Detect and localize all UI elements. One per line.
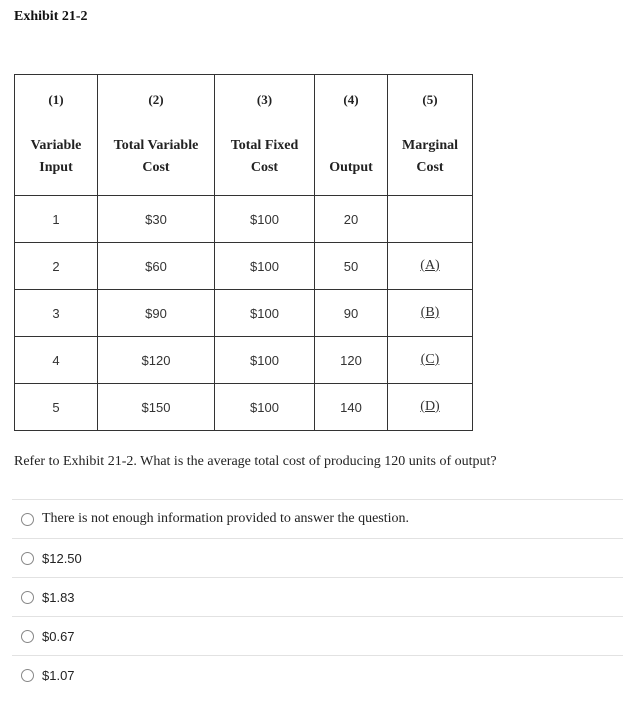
radio-button[interactable] [21,630,34,643]
header-label: Total Fixed Cost [230,138,299,175]
header-label: Output [329,160,373,175]
cell-total-variable-cost: $30 [98,196,215,243]
cell-marginal-cost [388,196,473,243]
header-number: (3) [256,92,273,107]
answer-option-label: There is not enough information provided to answer the question. [42,511,410,526]
table-row [15,290,473,337]
header-number: (1) [48,92,64,107]
cell-variable-input: 1 [15,196,98,243]
radio-button[interactable] [21,552,34,565]
header-label: Total Variable Cost [113,138,199,175]
answer-option-1[interactable] [12,499,623,538]
answer-option-3[interactable] [12,577,623,616]
cell-total-variable-cost: $60 [98,243,215,290]
cell-marginal-cost: (B) [388,290,473,337]
cell-total-fixed-cost: $100 [215,384,315,431]
header-col-3 [215,75,315,196]
answer-option-5[interactable] [12,655,623,694]
cell-output: 50 [315,243,388,290]
header-label: Variable Input [30,138,82,175]
cell-variable-input: 3 [15,290,98,337]
cell-variable-input: 4 [15,337,98,384]
header-col-5 [388,75,473,196]
table-header-row [15,75,473,196]
header-col-2 [98,75,215,196]
cell-marginal-cost: (C) [388,337,473,384]
cell-marginal-cost: (A) [388,243,473,290]
cell-total-variable-cost: $150 [98,384,215,431]
header-number: (5) [422,92,438,107]
exhibit-title: Exhibit 21-2 [14,9,88,24]
radio-button[interactable] [21,513,34,526]
cell-variable-input: 2 [15,243,98,290]
cell-total-fixed-cost: $100 [215,243,315,290]
answer-option-label: $12.50 [42,550,82,566]
answer-option-label: $0.67 [42,628,75,644]
answer-option-2[interactable] [12,538,623,577]
radio-button[interactable] [21,591,34,604]
cell-total-fixed-cost: $100 [215,290,315,337]
cell-output: 120 [315,337,388,384]
cell-total-variable-cost: $90 [98,290,215,337]
question-text: Refer to Exhibit 21-2. What is the average total cost of producing 120 units of output? [14,454,497,469]
radio-button[interactable] [21,669,34,682]
cell-total-fixed-cost: $100 [215,196,315,243]
exhibit-table [14,74,473,431]
answer-option-4[interactable] [12,616,623,655]
table-row [15,384,473,431]
answer-option-label: $1.83 [42,589,75,605]
cell-output: 20 [315,196,388,243]
table-row [15,243,473,290]
header-label: Marginal Cost [402,138,458,175]
cell-output: 140 [315,384,388,431]
cell-total-fixed-cost: $100 [215,337,315,384]
cell-variable-input: 5 [15,384,98,431]
cell-total-variable-cost: $120 [98,337,215,384]
cell-marginal-cost: (D) [388,384,473,431]
header-number: (2) [148,92,164,107]
table-row [15,337,473,384]
answer-option-label: $1.07 [42,667,75,683]
table-row [15,196,473,243]
header-col-4 [315,75,388,196]
cell-output: 90 [315,290,388,337]
header-col-1 [15,75,98,196]
header-number: (4) [343,92,359,107]
